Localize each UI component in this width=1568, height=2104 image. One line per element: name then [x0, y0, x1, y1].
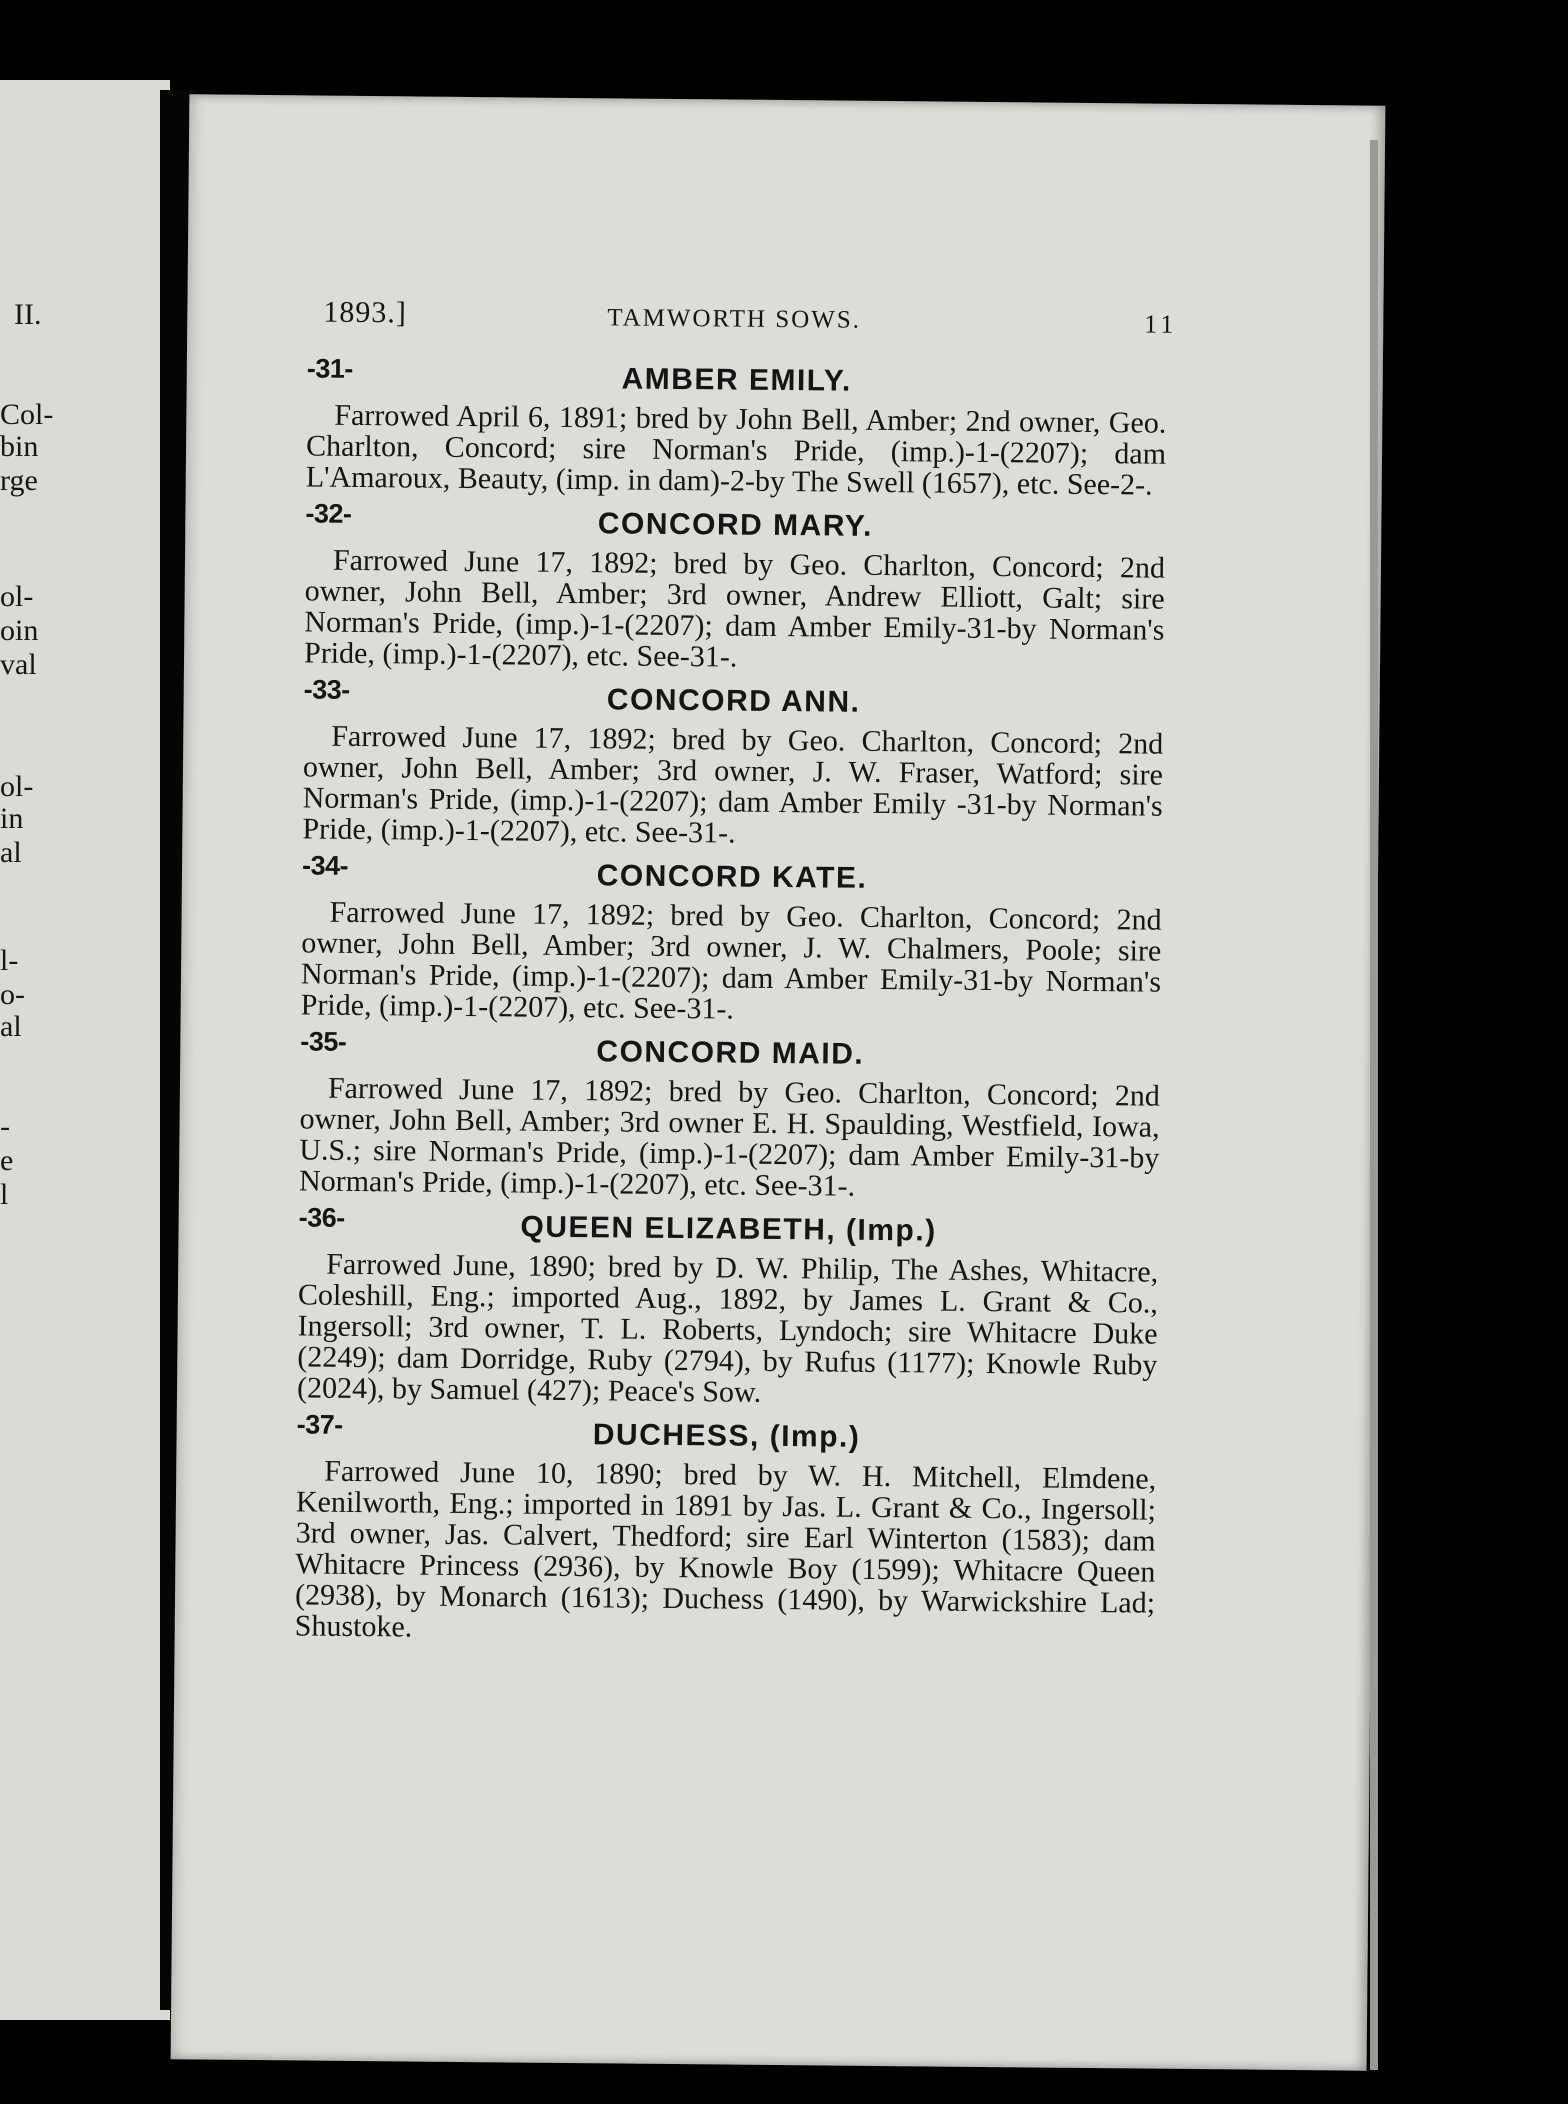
margin-fragment: in: [0, 802, 24, 835]
margin-fragment: -: [0, 1110, 10, 1143]
entry-text: Farrowed April 6, 1891; bred by John Bell, Amber; 2nd owner, Geo. Charlton, Concord; sire Norman's Pride, (imp.)-1-(2207); dam L'Amaroux, Beauty, (imp. in dam)-2-by The Swell (1657), etc. See-2-.: [305, 398, 1167, 502]
entry-heading: [302, 850, 1162, 904]
entry-heading: [296, 1409, 1156, 1463]
entry-heading: [305, 498, 1165, 552]
entry-name: AMBER EMILY.: [621, 362, 853, 398]
entry-name: QUEEN ELIZABETH, (Imp.): [520, 1210, 937, 1248]
running-head-title: TAMWORTH SOWS.: [607, 304, 862, 334]
running-head: [307, 295, 1178, 359]
book-page: [171, 94, 1386, 2070]
margin-fragment: al: [0, 1010, 22, 1043]
margin-fragment: bin: [0, 430, 39, 463]
margin-fragment: Col-: [0, 398, 54, 431]
page-number: 11: [1144, 309, 1178, 339]
entry-number: -33-: [303, 674, 350, 705]
margin-fragment: al: [0, 836, 22, 869]
pedigree-entry: [295, 1409, 1157, 1649]
pedigree-entry: [302, 674, 1164, 852]
margin-fragment: rge: [0, 464, 38, 497]
entry-number: -31-: [306, 353, 353, 384]
pedigree-entry: [297, 1202, 1159, 1411]
previous-page-edge: [0, 80, 170, 2020]
entry-number: -35-: [300, 1026, 347, 1057]
entry-text: Farrowed June 17, 1892; bred by Geo. Charlton, Concord; 2nd owner, John Bell, Amber; 3rd owner, J. W. Chalmers, Poole; sire Norman's Pride, (imp.)-1-(2207); dam Amber Emily-31-by Norman's Pride, (imp.)-1-(2207), etc. See-31-.: [300, 895, 1162, 1026]
entry-text: Farrowed June 17, 1892; bred by Geo. Charlton, Concord; 2nd owner, John Bell, Amber; 3rd owner, J. W. Fraser, Watford; sire Norman's Pride, (imp.)-1-(2207); dam Amber Emily -31-by Norman's Pride, (imp.)-1-(2207), etc. See-31-.: [302, 719, 1164, 850]
entry-number: -37-: [296, 1409, 343, 1440]
entry-heading: [300, 1026, 1160, 1080]
entry-name: CONCORD KATE.: [596, 859, 868, 895]
pedigree-entry: [301, 850, 1163, 1028]
entry-name: CONCORD MARY.: [597, 507, 874, 543]
pedigree-entry: [304, 498, 1166, 676]
running-head-year: 1893.]: [323, 295, 408, 330]
page-content: [294, 295, 1178, 1655]
entry-number: -36-: [298, 1202, 345, 1233]
margin-fragment: ol-: [0, 770, 34, 803]
margin-fragment: ol-: [0, 580, 34, 613]
pedigree-entry: [306, 353, 1167, 500]
entry-text: Farrowed June 10, 1890; bred by W. H. Mitchell, Elmdene, Kenilworth, Eng.; imported in 1891 by Jas. L. Grant & Co., Ingersoll; 3rd owner, Jas. Calvert, Thedford; sire Earl Winterton (1583); dam Whitacre Princess (2936), by Knowle Boy (1599); Whitacre Queen (2938), by Monarch (1613); Duchess (1490), by Warwickshire Lad; Shustoke.: [294, 1454, 1157, 1644]
entry-heading: [303, 674, 1163, 728]
entry-name: CONCORD MAID.: [596, 1035, 865, 1071]
entry-text: Farrowed June 17, 1892; bred by Geo. Charlton, Concord; 2nd owner, John Bell, Amber; 3rd owner E. H. Spaulding, Westfield, Iowa, U.S.; sire Norman's Pride, (imp.)-1-(2207); dam Amber Emily-31-by Norman's Pride, (imp.)-1-(2207), etc. See-31-.: [298, 1071, 1161, 1203]
entry-name: CONCORD ANN.: [606, 683, 861, 719]
entry-number: -32-: [305, 498, 352, 529]
entry-number: -34-: [301, 850, 349, 881]
margin-fragment: l-: [0, 944, 19, 977]
margin-fragment: val: [0, 648, 37, 681]
margin-fragment: o-: [0, 978, 25, 1011]
entry-name: DUCHESS, (Imp.): [592, 1418, 861, 1454]
margin-fragment: l: [0, 1178, 9, 1211]
entry-heading: [298, 1202, 1158, 1256]
pedigree-entry: [299, 1026, 1161, 1204]
margin-fragment: oin: [0, 614, 39, 647]
entry-text: Farrowed June, 1890; bred by D. W. Philip, The Ashes, Whitacre, Coleshill, Eng.; imported Aug., 1892, by James L. Grant & Co., Ingersoll; 3rd owner, T. L. Roberts, Lyndoch; sire Whitacre Duke (2249); dam Dorridge, Ruby (2794), by Rufus (1177); Knowle Ruby (2024), by Samuel (427); Peace's Sow.: [296, 1247, 1159, 1409]
entry-text: Farrowed June 17, 1892; bred by Geo. Charlton, Concord; 2nd owner, John Bell, Amber; 3rd owner, Andrew Elliott, Galt; sire Norman's Pride, (imp.)-1-(2207); dam Amber Emily-31-by Norman's Pride, (imp.)-1-(2207), etc. See-31-.: [303, 543, 1166, 674]
page-edge: [1370, 140, 1378, 2070]
margin-fragment: e: [0, 1144, 14, 1177]
margin-fragment: II.: [14, 298, 42, 331]
entry-heading: [307, 353, 1167, 407]
